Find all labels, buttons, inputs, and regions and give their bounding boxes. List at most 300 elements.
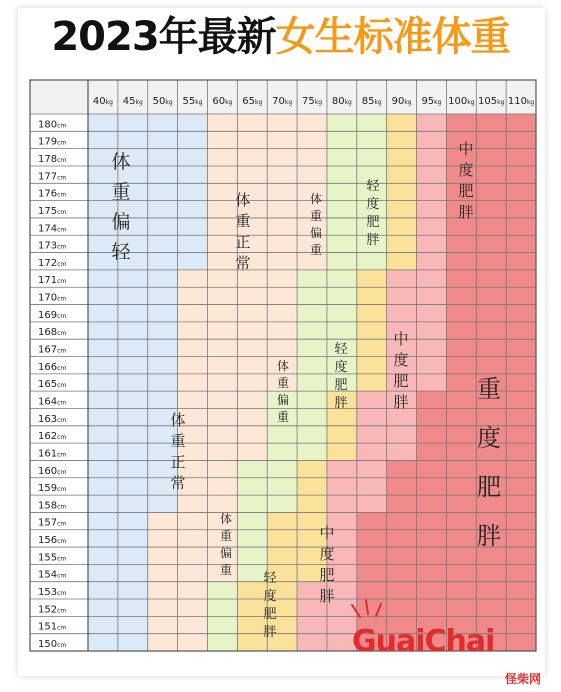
label-normal-lower: 常 (170, 474, 186, 492)
cell-severe-obese (506, 166, 536, 183)
cell-overweight (237, 530, 267, 547)
cell-normal (207, 443, 237, 460)
cell-severe-obese (446, 495, 476, 512)
cell-overweight (327, 287, 357, 304)
cell-underweight (118, 582, 148, 599)
cell-normal (237, 149, 267, 166)
cell-severe-obese (446, 339, 476, 356)
cell-normal (178, 357, 208, 374)
height-label: 165cm (38, 379, 67, 391)
label-overweight-lower: 偏 (219, 546, 233, 560)
cell-overweight (297, 408, 327, 425)
height-label: 156cm (38, 535, 67, 547)
cell-severe-obese (506, 270, 536, 287)
cell-normal (237, 426, 267, 443)
cell-underweight (148, 495, 178, 512)
cell-normal (297, 114, 327, 131)
cell-moderate-obese (297, 634, 327, 651)
cell-overweight (297, 391, 327, 408)
cell-normal (237, 357, 267, 374)
cell-underweight (148, 218, 178, 235)
cell-severe-obese (417, 512, 447, 529)
label-mild-obese-middle: 肥 (334, 378, 348, 393)
cell-normal (178, 322, 208, 339)
cell-underweight (88, 305, 118, 322)
cell-severe-obese (387, 599, 417, 616)
cell-mild-obese (297, 495, 327, 512)
cell-normal (207, 253, 237, 270)
cell-underweight (88, 322, 118, 339)
cell-severe-obese (446, 564, 476, 581)
cell-normal (267, 287, 297, 304)
cell-normal (207, 391, 237, 408)
cell-severe-obese (446, 322, 476, 339)
cell-underweight (118, 408, 148, 425)
cell-normal (207, 305, 237, 322)
label-mild-obese-lower: 度 (263, 589, 277, 604)
cell-overweight (297, 339, 327, 356)
cell-underweight (88, 408, 118, 425)
label-mild-obese-lower: 轻 (263, 571, 277, 586)
cell-normal (267, 218, 297, 235)
label-normal-lower: 正 (170, 453, 186, 471)
cell-moderate-obese (417, 339, 447, 356)
cell-normal (237, 131, 267, 148)
cell-normal (207, 357, 237, 374)
cell-overweight (327, 201, 357, 218)
cell-severe-obese (476, 270, 506, 287)
cell-normal (237, 305, 267, 322)
label-mild-obese-upper: 肥 (366, 215, 380, 230)
cell-severe-obese (417, 564, 447, 581)
cell-underweight (118, 634, 148, 651)
cell-underweight (118, 599, 148, 616)
cell-overweight (327, 183, 357, 200)
cell-mild-obese (387, 166, 417, 183)
cell-mild-obese (387, 218, 417, 235)
cell-moderate-obese (387, 443, 417, 460)
cell-severe-obese (476, 339, 506, 356)
cell-normal (148, 530, 178, 547)
cell-severe-obese (446, 114, 476, 131)
cell-severe-obese (387, 547, 417, 564)
label-overweight-middle: 体 (276, 359, 290, 373)
cell-overweight (327, 131, 357, 148)
cell-severe-obese (387, 530, 417, 547)
cell-moderate-obese (417, 305, 447, 322)
height-label: 162cm (38, 431, 67, 443)
cell-moderate-obese (417, 287, 447, 304)
cell-moderate-obese (387, 270, 417, 287)
height-label: 157cm (38, 517, 67, 529)
cell-normal (267, 322, 297, 339)
height-label: 171cm (38, 275, 67, 287)
cell-severe-obese (446, 357, 476, 374)
cell-mild-obese (327, 426, 357, 443)
cell-moderate-obese (417, 357, 447, 374)
height-label: 150cm (38, 639, 67, 650)
cell-severe-obese (387, 512, 417, 529)
cell-mild-obese (387, 201, 417, 218)
label-overweight-upper: 重 (309, 209, 323, 223)
cell-severe-obese (476, 114, 506, 131)
cell-normal (178, 495, 208, 512)
cell-moderate-obese (327, 495, 357, 512)
height-label: 153cm (38, 587, 67, 599)
cell-severe-obese (506, 599, 536, 616)
weight-label: 75kg (301, 96, 323, 107)
cell-underweight (148, 339, 178, 356)
cell-normal (267, 201, 297, 218)
cell-moderate-obese (327, 478, 357, 495)
cell-mild-obese (387, 149, 417, 166)
cell-normal (297, 166, 327, 183)
height-label: 161cm (38, 448, 67, 460)
cell-severe-obese (387, 460, 417, 477)
cell-moderate-obese (357, 391, 387, 408)
cell-underweight (88, 426, 118, 443)
cell-mild-obese (357, 287, 387, 304)
cell-underweight (148, 235, 178, 252)
cell-underweight (148, 391, 178, 408)
cell-underweight (148, 357, 178, 374)
cell-severe-obese (476, 218, 506, 235)
height-label: 155cm (38, 552, 67, 564)
cell-severe-obese (506, 616, 536, 633)
cell-severe-obese (506, 547, 536, 564)
cell-normal (207, 131, 237, 148)
cell-severe-obese (446, 478, 476, 495)
cell-normal (267, 183, 297, 200)
cell-normal (207, 495, 237, 512)
cell-normal (207, 460, 237, 477)
cell-normal (207, 322, 237, 339)
cell-severe-obese (417, 391, 447, 408)
cell-severe-obese (446, 270, 476, 287)
cell-mild-obese (357, 322, 387, 339)
cell-severe-obese (446, 426, 476, 443)
cell-underweight (118, 374, 148, 391)
cell-moderate-obese (417, 114, 447, 131)
cell-normal (207, 270, 237, 287)
label-moderate-obese-middle: 胖 (393, 393, 409, 411)
cell-overweight (237, 547, 267, 564)
label-moderate-obese-lower: 中 (319, 524, 335, 542)
cell-underweight (178, 253, 208, 270)
cell-severe-obese (476, 183, 506, 200)
cell-normal (207, 374, 237, 391)
cell-underweight (178, 166, 208, 183)
cell-underweight (118, 547, 148, 564)
cell-moderate-obese (417, 253, 447, 270)
cell-underweight (118, 287, 148, 304)
cell-severe-obese (387, 495, 417, 512)
cell-underweight (118, 443, 148, 460)
cell-underweight (178, 131, 208, 148)
cell-underweight (148, 131, 178, 148)
cell-overweight (207, 599, 237, 616)
label-severe-obese: 重 (477, 375, 501, 403)
weight-label: 95kg (421, 96, 442, 107)
cell-moderate-obese (417, 166, 447, 183)
cell-moderate-obese (357, 495, 387, 512)
cell-severe-obese (506, 149, 536, 166)
cell-normal (207, 478, 237, 495)
cell-severe-obese (476, 564, 506, 581)
cell-severe-obese (506, 460, 536, 477)
cell-overweight (357, 149, 387, 166)
cell-underweight (88, 616, 118, 633)
height-label: 163cm (38, 413, 67, 425)
label-overweight-middle: 重 (276, 410, 290, 424)
cell-severe-obese (506, 287, 536, 304)
cell-severe-obese (446, 374, 476, 391)
cell-mild-obese (297, 478, 327, 495)
cell-overweight (327, 270, 357, 287)
cell-underweight (118, 616, 148, 633)
label-moderate-obese-upper: 度 (458, 161, 474, 179)
cell-mild-obese (267, 512, 297, 529)
cell-severe-obese (357, 530, 387, 547)
cell-normal (178, 616, 208, 633)
label-moderate-obese-middle: 中 (393, 330, 409, 348)
label-overweight-lower: 重 (219, 563, 233, 577)
cell-moderate-obese (417, 374, 447, 391)
title-subject: 女生标准体重 (275, 14, 510, 60)
weight-label: 45kg (122, 96, 143, 107)
cell-overweight (297, 443, 327, 460)
cell-severe-obese (506, 183, 536, 200)
cell-severe-obese (506, 426, 536, 443)
cell-mild-obese (297, 460, 327, 477)
cell-normal (237, 322, 267, 339)
label-moderate-obese-upper: 肥 (458, 182, 474, 200)
label-mild-obese-lower: 肥 (263, 607, 277, 622)
cell-normal (237, 270, 267, 287)
cell-normal (267, 235, 297, 252)
cell-normal (267, 149, 297, 166)
cell-overweight (357, 131, 387, 148)
cell-severe-obese (357, 564, 387, 581)
cell-normal (178, 391, 208, 408)
cell-underweight (118, 114, 148, 131)
label-mild-obese-middle: 轻 (334, 342, 348, 357)
label-normal-lower: 体 (170, 411, 186, 429)
cell-severe-obese (506, 408, 536, 425)
cell-underweight (88, 460, 118, 477)
cell-moderate-obese (357, 408, 387, 425)
cell-normal (237, 287, 267, 304)
cell-overweight (327, 235, 357, 252)
height-label: 168cm (38, 327, 67, 339)
cell-overweight (327, 218, 357, 235)
weight-label: 110kg (507, 96, 535, 107)
cell-mild-obese (357, 339, 387, 356)
cell-underweight (88, 634, 118, 651)
height-label: 166cm (38, 361, 67, 373)
cell-normal (178, 287, 208, 304)
cell-severe-obese (357, 547, 387, 564)
cell-overweight (297, 287, 327, 304)
weight-label: 55kg (182, 96, 203, 107)
height-label: 158cm (38, 500, 67, 512)
cell-moderate-obese (417, 183, 447, 200)
height-label: 173cm (38, 240, 67, 252)
cell-underweight (118, 530, 148, 547)
cell-severe-obese (476, 305, 506, 322)
cell-severe-obese (506, 131, 536, 148)
cell-overweight (297, 426, 327, 443)
cell-normal (178, 547, 208, 564)
cell-severe-obese (417, 478, 447, 495)
label-mild-obese-lower: 胖 (263, 625, 277, 640)
cell-overweight (327, 253, 357, 270)
cell-severe-obese (476, 235, 506, 252)
cell-overweight (327, 149, 357, 166)
cell-moderate-obese (417, 322, 447, 339)
cell-severe-obese (506, 495, 536, 512)
height-label: 167cm (38, 344, 67, 356)
height-label: 177cm (38, 171, 67, 183)
cell-normal (267, 114, 297, 131)
cell-moderate-obese (387, 426, 417, 443)
cell-underweight (148, 166, 178, 183)
cell-severe-obese (446, 460, 476, 477)
cell-moderate-obese (357, 426, 387, 443)
cell-normal (207, 339, 237, 356)
cell-underweight (88, 391, 118, 408)
height-label: 169cm (38, 309, 67, 321)
label-moderate-obese-lower: 度 (319, 545, 335, 563)
label-mild-obese-upper: 胖 (366, 233, 380, 248)
cell-mild-obese (267, 530, 297, 547)
cell-overweight (297, 322, 327, 339)
weight-label: 70kg (272, 96, 293, 107)
height-label: 178cm (38, 153, 67, 165)
height-label: 175cm (38, 205, 67, 217)
cell-severe-obese (506, 305, 536, 322)
cell-underweight (118, 564, 148, 581)
cell-underweight (118, 305, 148, 322)
cell-underweight (148, 322, 178, 339)
cell-severe-obese (357, 582, 387, 599)
cell-normal (178, 305, 208, 322)
cell-underweight (88, 339, 118, 356)
cell-severe-obese (387, 478, 417, 495)
cell-severe-obese (506, 634, 536, 651)
cell-normal (178, 599, 208, 616)
cell-underweight (118, 391, 148, 408)
height-label: 152cm (38, 604, 67, 616)
label-moderate-obese-lower: 肥 (319, 566, 335, 584)
cell-normal (148, 599, 178, 616)
cell-underweight (148, 201, 178, 218)
cell-normal (267, 253, 297, 270)
cell-normal (148, 582, 178, 599)
cell-normal (148, 616, 178, 633)
cell-severe-obese (446, 408, 476, 425)
cell-mild-obese (387, 131, 417, 148)
label-overweight-upper: 体 (309, 192, 323, 206)
cell-normal (178, 564, 208, 581)
cell-normal (237, 339, 267, 356)
height-label: 154cm (38, 569, 67, 581)
label-severe-obese: 胖 (477, 522, 501, 550)
cell-normal (267, 339, 297, 356)
cell-underweight (88, 443, 118, 460)
label-severe-obese: 度 (477, 424, 501, 452)
cell-normal (207, 201, 237, 218)
cell-overweight (267, 478, 297, 495)
cell-moderate-obese (357, 443, 387, 460)
cell-underweight (148, 183, 178, 200)
cell-severe-obese (417, 582, 447, 599)
cell-underweight (178, 201, 208, 218)
weight-label: 60kg (212, 96, 233, 107)
label-mild-obese-upper: 度 (366, 197, 380, 212)
cell-overweight (207, 616, 237, 633)
cell-mild-obese (327, 443, 357, 460)
cell-mild-obese (267, 547, 297, 564)
cell-severe-obese (506, 530, 536, 547)
cell-overweight (207, 582, 237, 599)
cell-underweight (178, 183, 208, 200)
cell-moderate-obese (297, 616, 327, 633)
cell-moderate-obese (417, 201, 447, 218)
cell-normal (148, 564, 178, 581)
cell-severe-obese (506, 512, 536, 529)
cell-overweight (237, 495, 267, 512)
label-overweight-lower: 体 (219, 512, 233, 526)
cell-severe-obese (446, 443, 476, 460)
cell-moderate-obese (387, 287, 417, 304)
cell-severe-obese (476, 357, 506, 374)
label-overweight-upper: 偏 (309, 226, 323, 240)
label-normal-lower: 重 (170, 432, 186, 450)
cell-underweight (88, 599, 118, 616)
label-underweight: 偏 (111, 211, 131, 233)
label-normal-upper: 体 (235, 191, 251, 209)
cell-normal (207, 426, 237, 443)
cell-severe-obese (476, 166, 506, 183)
cell-severe-obese (446, 253, 476, 270)
cell-underweight (118, 322, 148, 339)
cell-severe-obese (506, 322, 536, 339)
cell-normal (207, 149, 237, 166)
cell-underweight (148, 305, 178, 322)
cell-severe-obese (506, 478, 536, 495)
cell-overweight (357, 114, 387, 131)
cell-moderate-obese (417, 218, 447, 235)
cell-normal (178, 530, 208, 547)
weight-label: 90kg (391, 96, 412, 107)
cell-severe-obese (387, 564, 417, 581)
weight-label: 40kg (92, 96, 113, 107)
cell-underweight (88, 582, 118, 599)
cell-overweight (297, 357, 327, 374)
cell-severe-obese (417, 599, 447, 616)
cell-severe-obese (417, 426, 447, 443)
label-moderate-obese-upper: 胖 (458, 203, 474, 221)
cell-underweight (88, 270, 118, 287)
cell-severe-obese (506, 564, 536, 581)
cell-normal (237, 166, 267, 183)
cell-moderate-obese (357, 478, 387, 495)
cell-severe-obese (476, 599, 506, 616)
weight-label: 85kg (361, 96, 382, 107)
cell-normal (178, 339, 208, 356)
cell-severe-obese (417, 408, 447, 425)
